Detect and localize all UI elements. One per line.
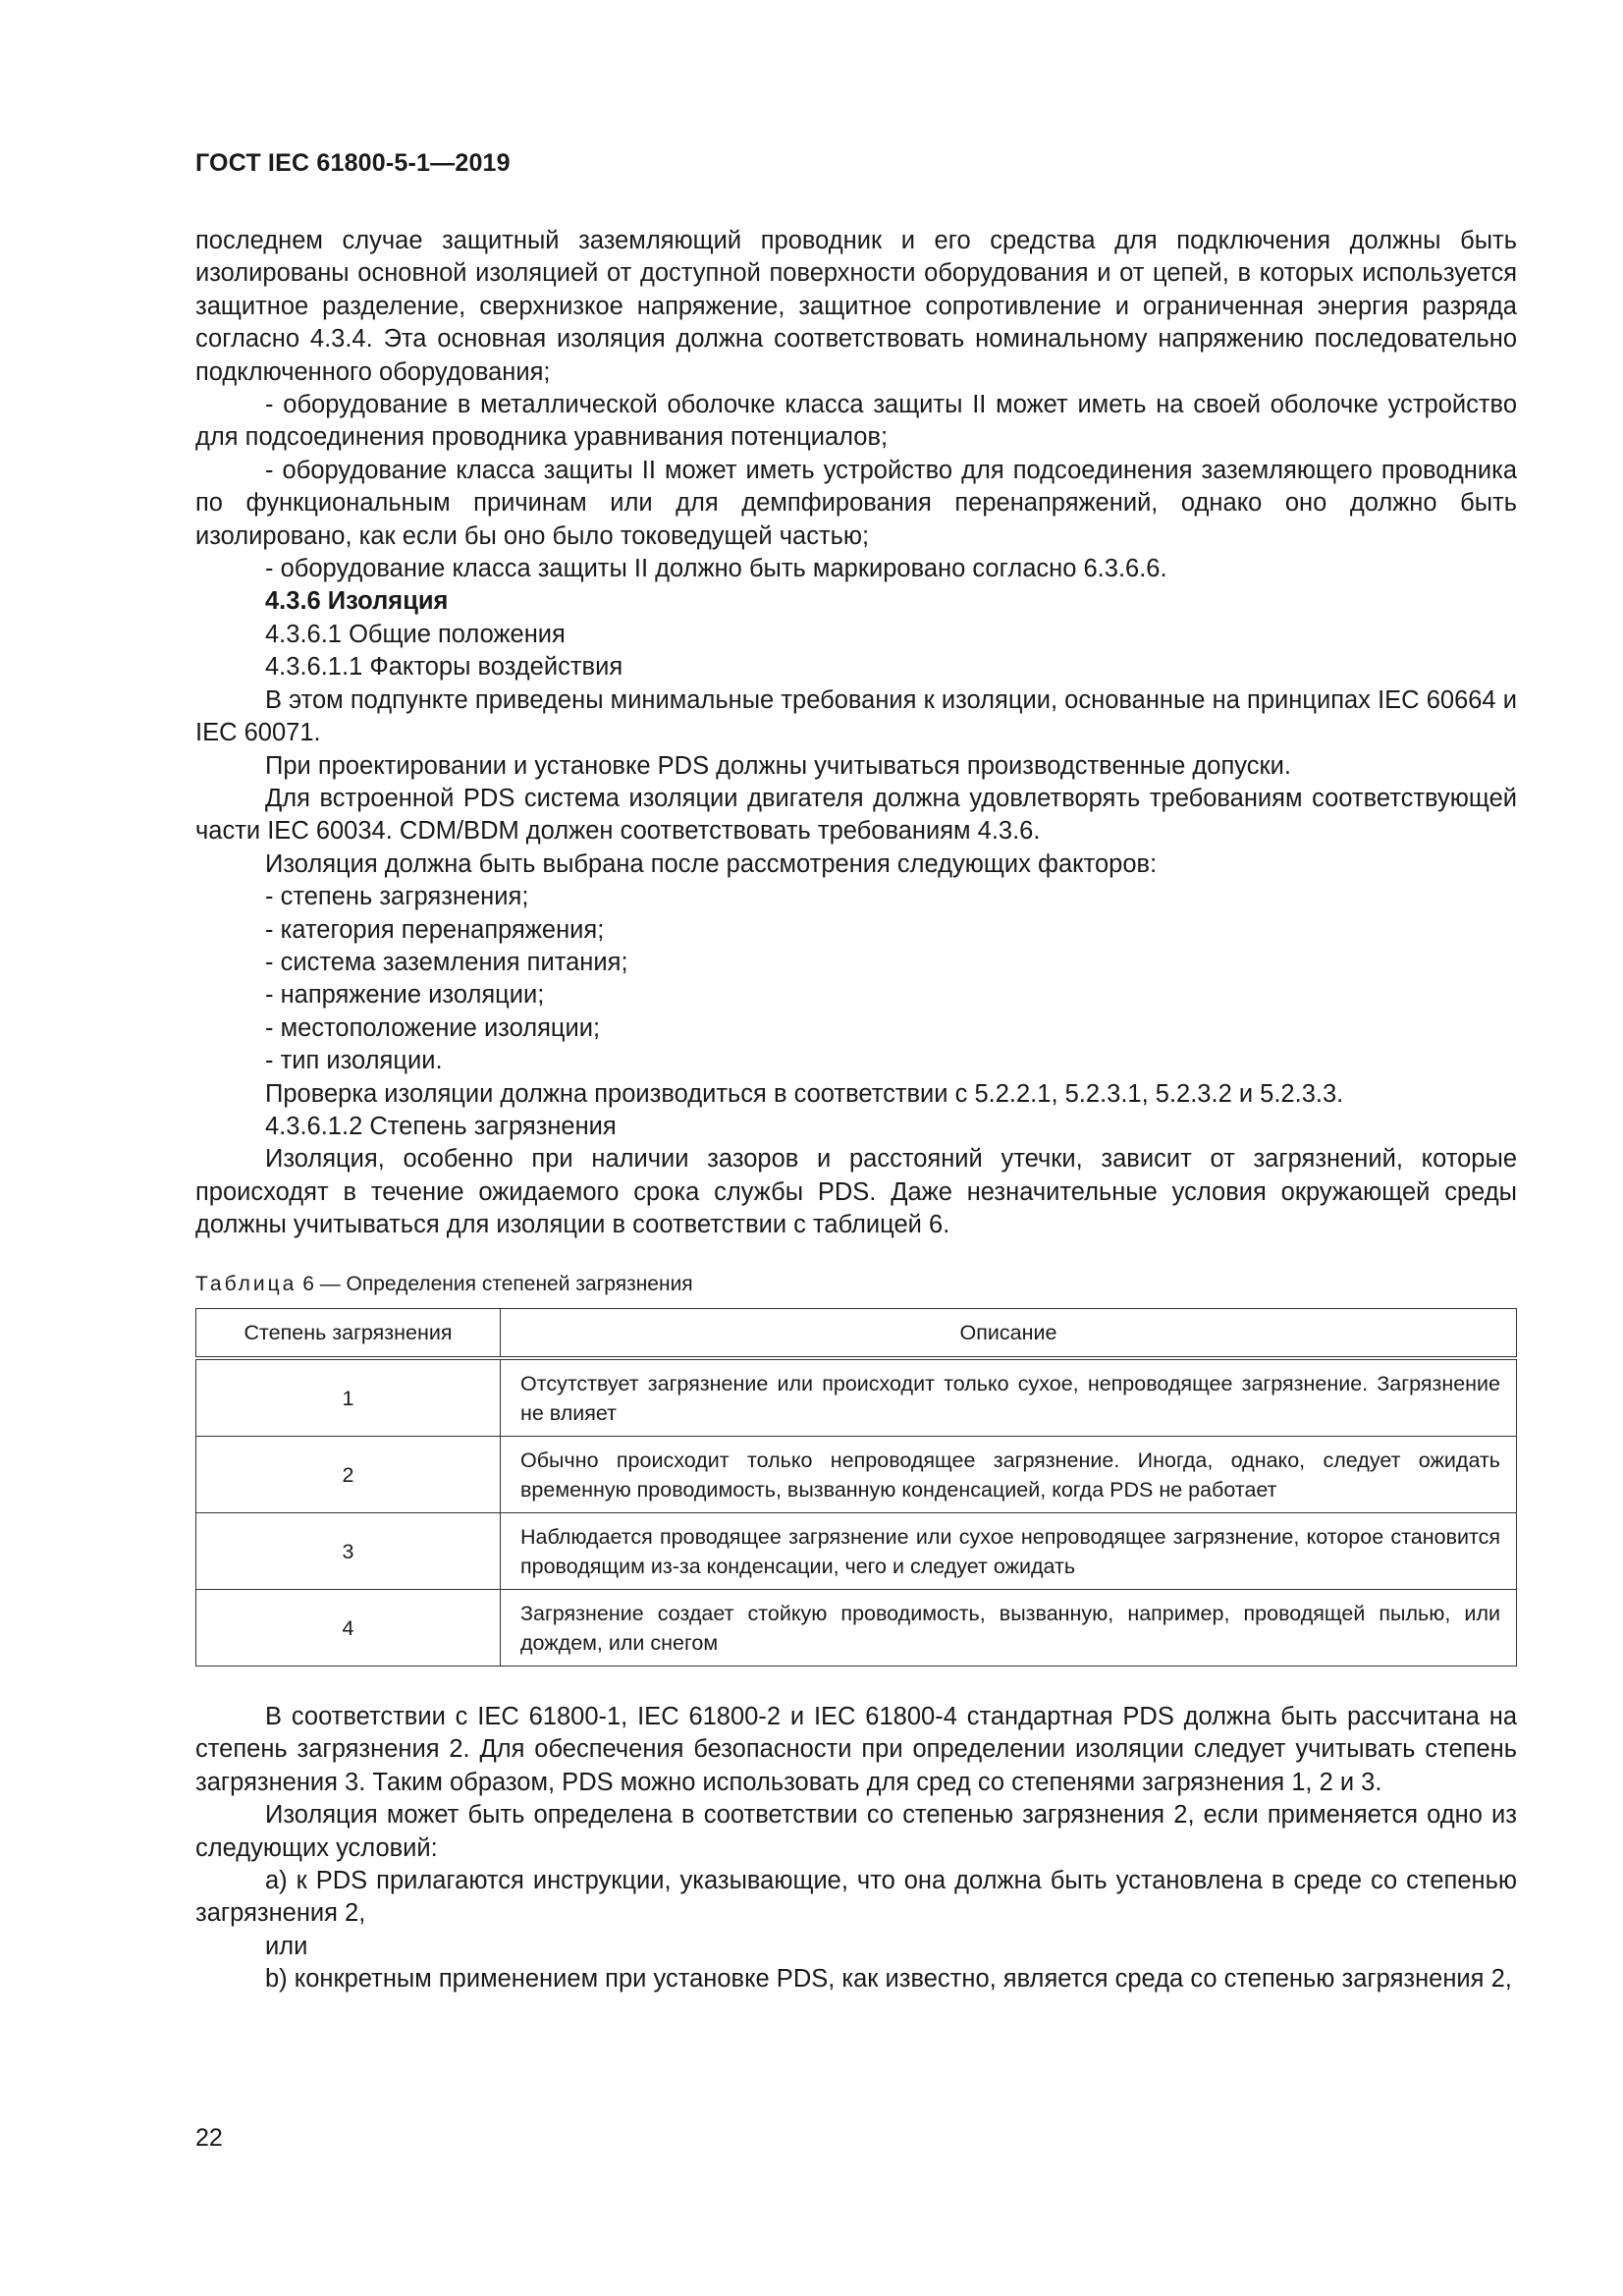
table-row [196, 1590, 1517, 1667]
list-item: - категория перенапряжения; [265, 915, 605, 944]
list-item: - оборудование класса защиты II должно быть маркировано согласно 6.3.6.6. [265, 555, 1167, 583]
subsection-heading: 4.3.6.1.2 Степень загрязнения [265, 1112, 617, 1140]
paragraph: В этом подпункте приведены минимальные требования к изоляции, основанные на принципах IEC 60664 и IEC 60071. [195, 685, 1517, 747]
list-item: - оборудование класса защиты II может иметь устройство для подсоединения заземляющего проводника по функциональным причинам или для демпфирования перенапряжений, однако оно должно быть изолировано, как если бы оно было токоведущей частью; [195, 456, 1517, 550]
table-row [196, 1358, 1517, 1437]
paragraph: В соответствии с IEC 61800-1, IEC 61800-2 и IEC 61800-4 стандартная PDS должна быть рассчитана на степень загрязнения 2. Для обеспечения безопасности при определении изоляции следует учитывать степень загрязнения 3. Таким образом, PDS можно использовать для сред со степенями загрязнения 1, 2 и 3. [195, 1703, 1517, 1796]
table-cell-description: Отсутствует загрязнение или происходит только сухое, непроводящее загрязнение. Загрязнение не влияет [501, 1358, 1517, 1437]
list-item: - система заземления питания; [265, 948, 628, 976]
list-item: - местоположение изоляции; [265, 1013, 601, 1042]
table-cell-degree: 4 [196, 1590, 501, 1667]
table-header-degree: Степень загрязнения [196, 1309, 501, 1359]
body-text-top [195, 225, 1517, 1242]
paragraph: Изоляция, особенно при наличии зазоров и расстояний утечки, зависит от загрязнений, которые происходят в течение ожидаемого срока службы PDS. Даже незначительные условия окружающей среды должны учитываться для изоляции в соответствии с таблицей 6. [195, 1145, 1517, 1239]
section-heading: 4.3.6 Изоляция [265, 587, 449, 616]
table-header-row [196, 1309, 1517, 1359]
subsection-heading: 4.3.6.1.1 Факторы воздействия [265, 653, 623, 682]
table-cell-degree: 3 [196, 1513, 501, 1590]
list-item: - тип изоляции. [265, 1047, 443, 1075]
list-item: a) к PDS прилагаются инструкции, указывающие, что она должна быть установлена в среде со степенью загрязнения 2, [195, 1867, 1517, 1928]
table-cell-degree: 1 [196, 1358, 501, 1437]
paragraph: Изоляция должна быть выбрана после рассмотрения следующих факторов: [265, 849, 1158, 878]
page-number: 22 [195, 2124, 223, 2152]
body-text-bottom [195, 1701, 1517, 1996]
list-item: - оборудование в металлической оболочке класса защиты II может иметь на своей оболочке устройство для подсоединения проводника уравнивания потенциалов; [195, 391, 1517, 452]
paragraph: При проектировании и установке PDS должны учитываться производственные допуски. [265, 751, 1291, 780]
list-item: - степень загрязнения; [265, 883, 529, 911]
paragraph: или [265, 1932, 308, 1960]
table-caption-text: 6 — Определения степеней загрязнения [302, 1273, 693, 1295]
table-row [196, 1437, 1517, 1513]
paragraph: последнем случае защитный заземляющий проводник и его средства для подключения должны быть изолированы основной изоляцией от доступной поверхности оборудования и от цепей, в которых используется защитное разделение, сверхнизкое напряжение, защитное сопротивление и ограниченная энергия разряда согласно 4.3.4. Эта основная изоляция должна соответствовать номинальному напряжению последовательно подключенного оборудования; [195, 227, 1517, 386]
table-caption [195, 1273, 693, 1296]
table-cell-description: Обычно происходит только непроводящее загрязнение. Иногда, однако, следует ожидать временную проводимость, вызванную конденсацией, когда PDS не работает [501, 1437, 1517, 1513]
table-cell-degree: 2 [196, 1437, 501, 1513]
document-header: ГОСТ IEC 61800-5-1—2019 [195, 149, 511, 177]
table-cell-description: Наблюдается проводящее загрязнение или сухое непроводящее загрязнение, которое становится проводящим из-за конденсации, чего и следует ожидать [501, 1513, 1517, 1590]
paragraph: Для встроенной PDS система изоляции двигателя должна удовлетворять требованиям соответствующей части IEC 60034. CDM/BDM должен соответствовать требованиям 4.3.6. [195, 784, 1517, 846]
table-cell-description: Загрязнение создает стойкую проводимость, вызванную, например, проводящей пылью, или дождем, или снегом [501, 1590, 1517, 1667]
list-item: b) конкретным применением при установке PDS, как известно, является среда со степенью загрязнения 2, [265, 1965, 1512, 1994]
pollution-degree-table [195, 1308, 1517, 1667]
paragraph: Проверка изоляции должна производиться в соответствии с 5.2.2.1, 5.2.3.1, 5.2.3.2 и 5.2.3.3. [265, 1079, 1344, 1108]
table-caption-label: Таблица [195, 1273, 298, 1295]
paragraph: Изоляция может быть определена в соответствии со степенью загрязнения 2, если применяется одно из следующих условий: [195, 1801, 1517, 1862]
table-header-description: Описание [501, 1309, 1517, 1359]
list-item: - напряжение изоляции; [265, 981, 545, 1010]
table-row [196, 1513, 1517, 1590]
subsection-heading: 4.3.6.1 Общие положения [265, 620, 566, 648]
